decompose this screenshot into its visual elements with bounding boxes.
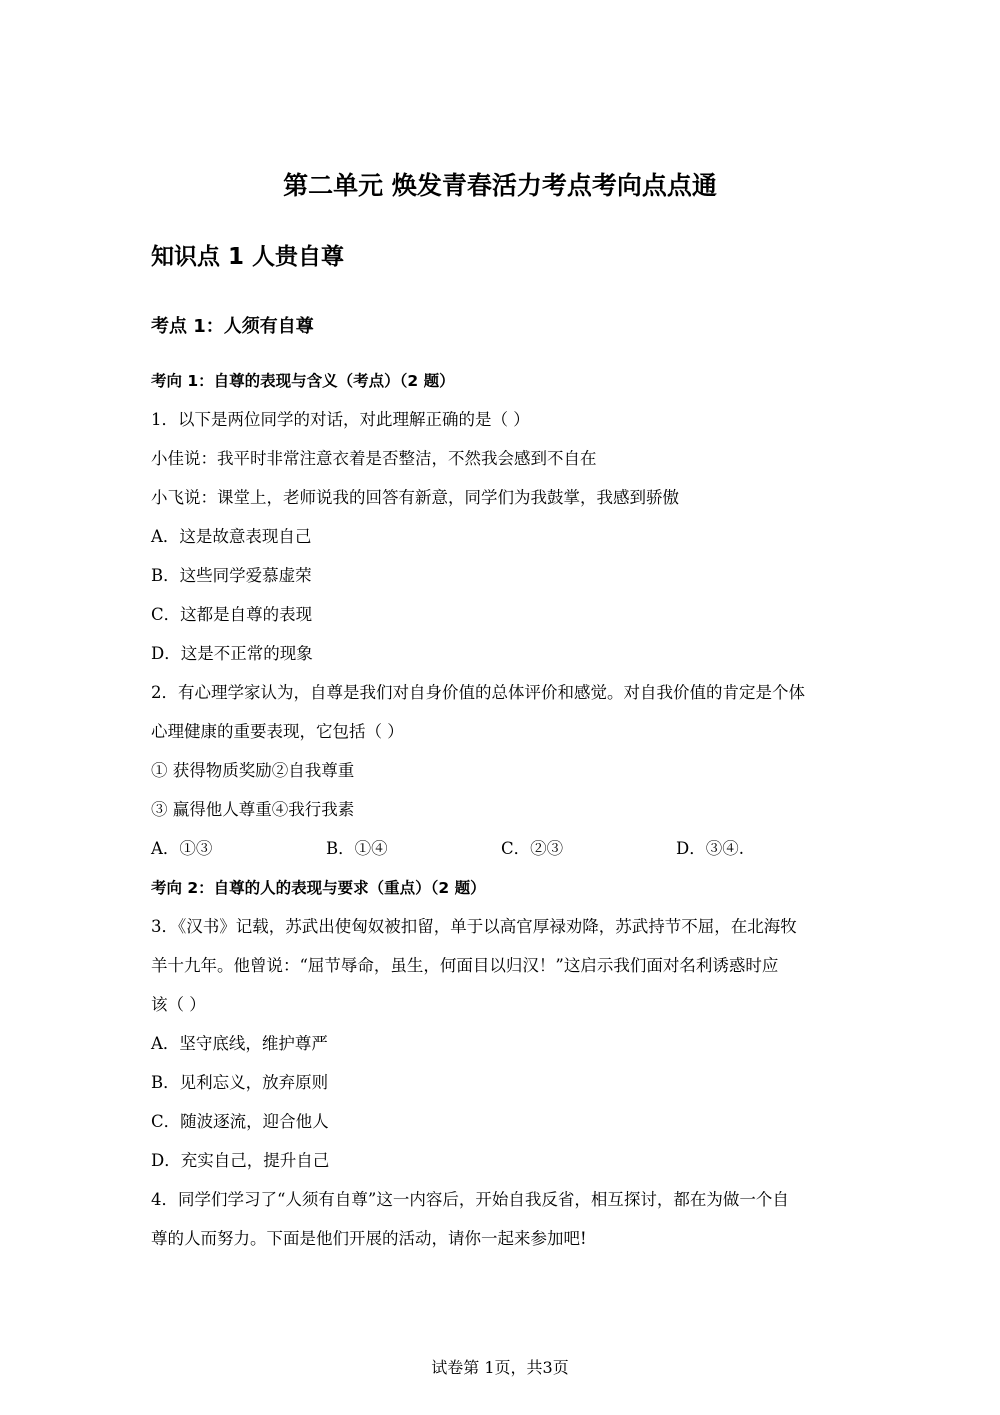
question-3-stem-line-1: 3．《汉书》记载，苏武出使匈奴被扣留，单于以高官厚禄劝降，苏武持节不屈，在北海牧 xyxy=(151,917,797,936)
question-2-stem-line-2: 心理健康的重要表现，它包括（ ） xyxy=(151,722,404,741)
knowledge-point-heading: 知识点 1 人贵自尊 xyxy=(151,244,345,270)
question-1-dialogue-1: 小佳说：我平时非常注意衣着是否整洁，不然我会感到不自在 xyxy=(151,449,597,468)
question-1-dialogue-2: 小飞说：课堂上，老师说我的回答有新意，同学们为我鼓掌，我感到骄傲 xyxy=(151,488,679,507)
question-1-option-b: B．这些同学爱慕虚荣 xyxy=(151,566,312,585)
question-2-options xyxy=(151,834,851,873)
question-1-option-a: A．这是故意表现自己 xyxy=(151,527,312,546)
page-title: 第二单元 焕发青春活力考点考向点点通 xyxy=(283,171,717,200)
question-3-option-c: C．随波逐流，迎合他人 xyxy=(151,1112,329,1131)
question-4-stem-line-2: 尊的人而努力。下面是他们开展的活动，请你一起来参加吧! xyxy=(151,1229,587,1248)
question-3-stem-line-2: 羊十九年。他曾说：“屈节辱命，虽生，何面目以归汉！”这启示我们面对名利诱惑时应 xyxy=(151,956,779,975)
question-3-option-a: A．坚守底线，维护尊严 xyxy=(151,1034,328,1053)
questions-content xyxy=(151,366,851,1263)
question-3-option-b: B．见利忘义，放弃原则 xyxy=(151,1073,329,1092)
section-heading-2: 考向 2：自尊的人的表现与要求（重点）（2 题） xyxy=(151,879,486,897)
question-1-stem: 1．以下是两位同学的对话，对此理解正确的是（ ） xyxy=(151,410,530,429)
page-footer: 试卷第 1页，共3页 xyxy=(431,1358,569,1377)
question-1-option-c: C．这都是自尊的表现 xyxy=(151,605,313,624)
question-2-items-line-2: ③ 赢得他人尊重④我行我素 xyxy=(151,800,355,819)
section-heading-1: 考向 1：自尊的表现与含义（考点）（2 题） xyxy=(151,372,455,390)
question-3-option-d: D．充实自己，提升自己 xyxy=(151,1151,330,1170)
exam-point-heading: 考点 1：人须有自尊 xyxy=(151,316,314,337)
question-1-option-d: D．这是不正常的现象 xyxy=(151,644,313,663)
question-2-option-a: A．①③ xyxy=(151,839,213,858)
question-2-option-c: C．②③ xyxy=(501,839,564,858)
question-4-stem-line-1: 4．同学们学习了“人须有自尊”这一内容后，开始自我反省，相互探讨，都在为做一个自 xyxy=(151,1190,789,1209)
question-2-items-line-1: ① 获得物质奖励②自我尊重 xyxy=(151,761,355,780)
question-2-option-b: B．①④ xyxy=(326,839,388,858)
question-2-option-d: D．③④. xyxy=(676,839,744,858)
question-3-stem-line-3: 该（ ） xyxy=(151,995,206,1014)
question-2-stem-line-1: 2．有心理学家认为，自尊是我们对自身价值的总体评价和感觉。对自我价值的肯定是个体 xyxy=(151,683,805,702)
